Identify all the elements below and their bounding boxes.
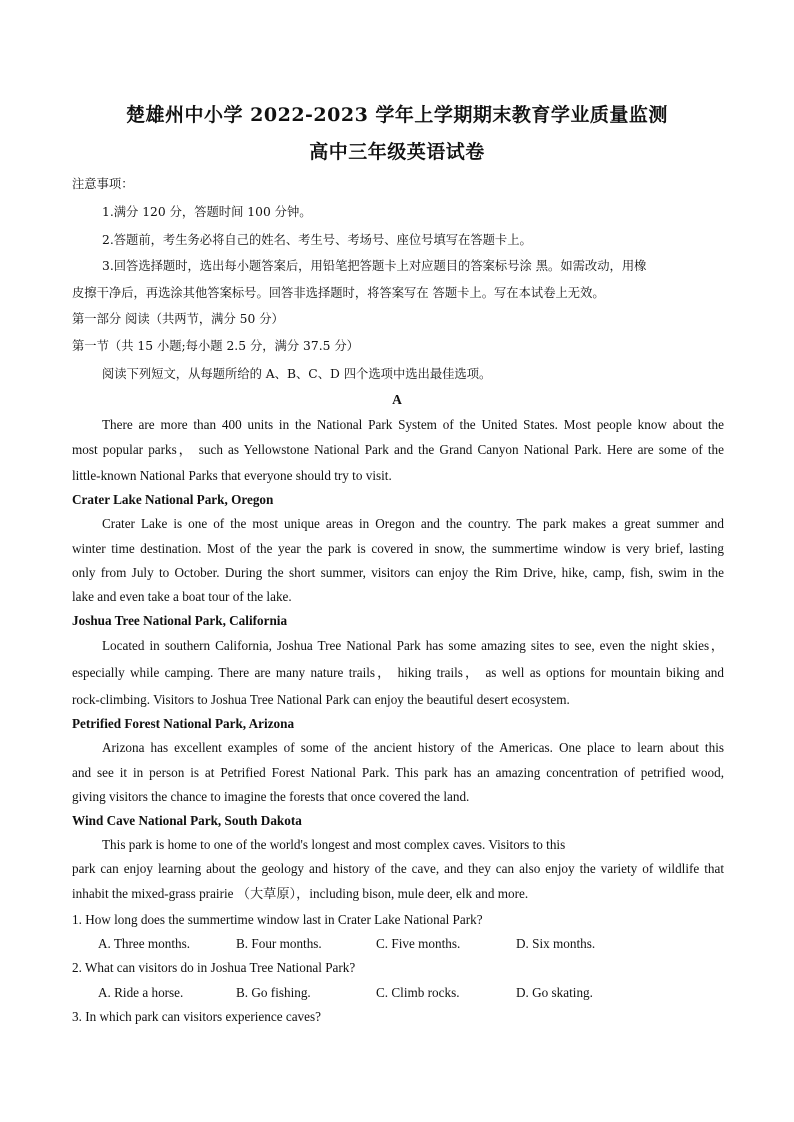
park-heading: Crater Lake National Park, Oregon <box>72 492 274 507</box>
passage-line: little-known National Parks that everyone should try to visit. <box>72 468 392 483</box>
passage-line: lake and even take a boat tour of the lake. <box>72 589 292 604</box>
passage-line: park can enjoy learning about the geology and history of the cave, and they can also enjoy the variety of wildlife that <box>72 861 724 876</box>
instruction-text: 阅读下列短文，从每题所给的 A、B、C、D 四个选项中选出最佳选项。 <box>102 367 492 381</box>
passage-line: rock-climbing. Visitors to Joshua Tree National Park can enjoy the beautiful desert ecosystem. <box>72 692 570 707</box>
question-stem: 2. What can visitors do in Joshua Tree National Park? <box>72 960 356 975</box>
passage-line: inhabit the mixed-grass prairie （大草原），including bison, mule deer, elk and more. <box>72 886 529 901</box>
answer-option[interactable]: C. Climb rocks. <box>376 985 460 1000</box>
answer-option[interactable]: B. Four months. <box>236 936 322 951</box>
answer-option[interactable]: A. Ride a horse. <box>98 985 184 1000</box>
passage-line: There are more than 400 units in the National Park System of the United States. Most people know about the <box>102 417 724 432</box>
passage-line: This park is home to one of the world's longest and most complex caves. Visitors to this <box>102 837 566 852</box>
passage-line: most popular parks， such as Yellowstone National Park and the Grand Canyon National Park. Here are some of the <box>72 442 724 457</box>
answer-option[interactable]: B. Go fishing. <box>236 985 311 1000</box>
question-stem: 1. How long does the summertime window last in Crater Lake National Park? <box>72 912 483 927</box>
passage-line: and see it in person is at Petrified Forest National Park. This park has an amazing concentration of petrified wood, <box>72 765 724 780</box>
passage-line: Located in southern California, Joshua Tree National Park has some amazing sites to see, even the night skies， <box>102 638 724 653</box>
passage-line: especially while camping. There are many nature trails， hiking trails， as well as options for mountain biking and <box>72 665 724 680</box>
exam-title: 楚雄州中小学 2022-2023 学年上学期期末教育学业质量监测 <box>126 104 668 126</box>
passage-line: giving visitors the chance to imagine the forests that once covered the land. <box>72 789 470 804</box>
part-heading: 第一部分 阅读（共两节，满分 50 分） <box>72 312 284 326</box>
answer-option[interactable]: D. Six months. <box>516 936 596 951</box>
park-heading: Petrified Forest National Park, Arizona <box>72 716 295 731</box>
answer-option[interactable]: C. Five months. <box>376 936 461 951</box>
passage-label: A <box>392 392 402 407</box>
notice-item: 皮擦干净后，再选涂其他答案标号。回答非选择题时，将答案写在 答题卡上。写在本试卷上无效。 <box>72 286 605 300</box>
answer-option[interactable]: D. Go skating. <box>516 985 593 1000</box>
park-heading: Joshua Tree National Park, California <box>72 613 288 628</box>
notice-item: 2.答题前，考生务必将自己的姓名、考生号、考场号、座位号填写在答题卡上。 <box>102 233 532 247</box>
notice-item: 3.回答选择题时，选出每小题答案后，用铅笔把答题卡上对应题目的答案标号涂 黑。如需改动，用橡 <box>102 259 647 273</box>
park-heading: Wind Cave National Park, South Dakota <box>72 813 302 828</box>
question-stem: 3. In which park can visitors experience caves? <box>72 1009 321 1024</box>
notice-label: 注意事项： <box>72 177 134 191</box>
answer-option[interactable]: A. Three months. <box>98 936 191 951</box>
notice-item: 1.满分 120 分，答题时间 100 分钟。 <box>102 205 312 219</box>
passage-line: winter time destination. Most of the year the park is covered in snow, the summertime window is very brief, lasting <box>72 541 724 556</box>
passage-line: only from July to October. During the short summer, visitors can enjoy the Rim Drive, hike, camp, fish, swim in the <box>72 565 724 580</box>
passage-line: Crater Lake is one of the most unique areas in Oregon and the country. The park makes a great summer and <box>102 516 724 531</box>
section-heading: 第一节（共 15 小题;每小题 2.5 分，满分 37.5 分） <box>72 339 359 353</box>
exam-subtitle: 高中三年级英语试卷 <box>309 141 485 163</box>
passage-line: Arizona has excellent examples of some of the ancient history of the Americas. One place to learn about this <box>102 740 724 755</box>
